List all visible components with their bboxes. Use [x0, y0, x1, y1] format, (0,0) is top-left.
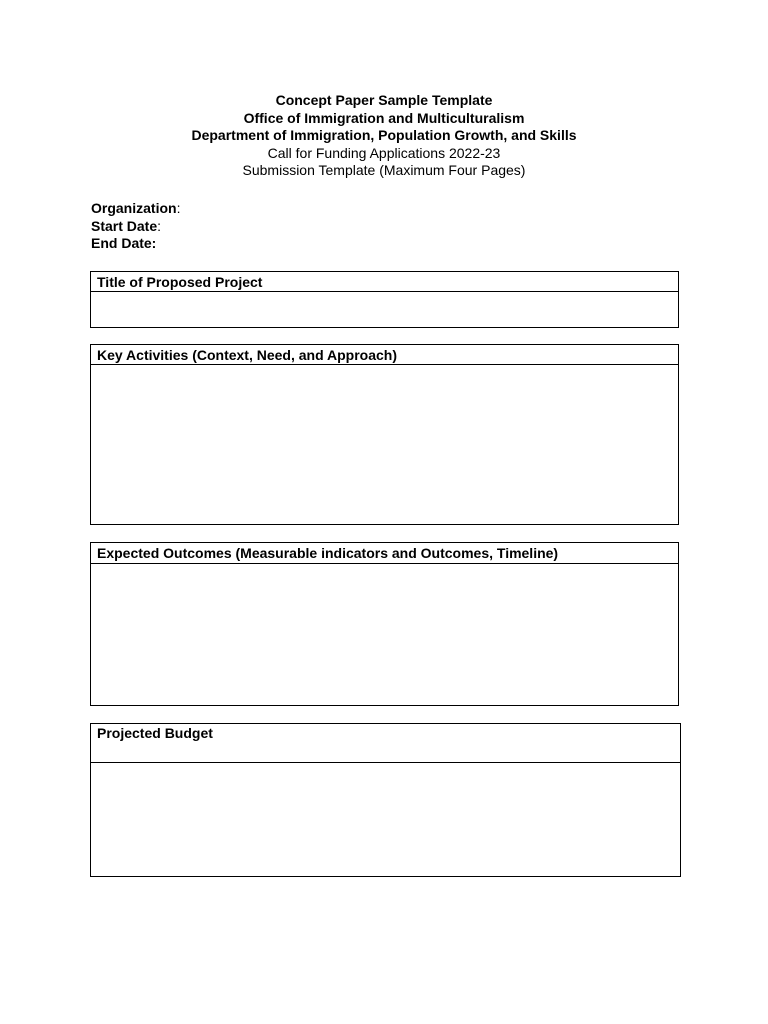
proposed-project-title-section	[90, 271, 679, 328]
proposed-project-title-heading: Title of Proposed Project	[91, 272, 678, 292]
end-date-label: End Date:	[91, 235, 157, 251]
organization-label: Organization	[91, 200, 177, 216]
start-date-label: Start Date	[91, 217, 158, 234]
projected-budget-section	[90, 723, 681, 877]
organization-field	[91, 200, 180, 218]
start-date-field	[91, 218, 180, 236]
submission-template-note: Submission Template (Maximum Four Pages)	[242, 162, 526, 178]
organization-colon: :	[176, 200, 181, 216]
expected-outcomes-heading: Expected Outcomes (Measurable indicators and Outcomes, Timeline)	[91, 543, 678, 564]
template-title: Concept Paper Sample Template	[275, 92, 493, 108]
start-date-colon: :	[157, 217, 162, 234]
key-activities-section	[90, 344, 679, 525]
applicant-fields	[91, 200, 180, 253]
key-activities-heading: Key Activities (Context, Need, and Approach)	[91, 345, 678, 365]
projected-budget-heading: Projected Budget	[91, 724, 680, 763]
document-header	[0, 92, 768, 180]
expected-outcomes-section	[90, 542, 679, 706]
department-name: Department of Immigration, Population Growth, and Skills	[191, 127, 577, 143]
end-date-field	[91, 235, 180, 253]
office-name: Office of Immigration and Multiculturalism	[243, 109, 525, 126]
call-for-funding: Call for Funding Applications 2022-23	[267, 144, 501, 161]
